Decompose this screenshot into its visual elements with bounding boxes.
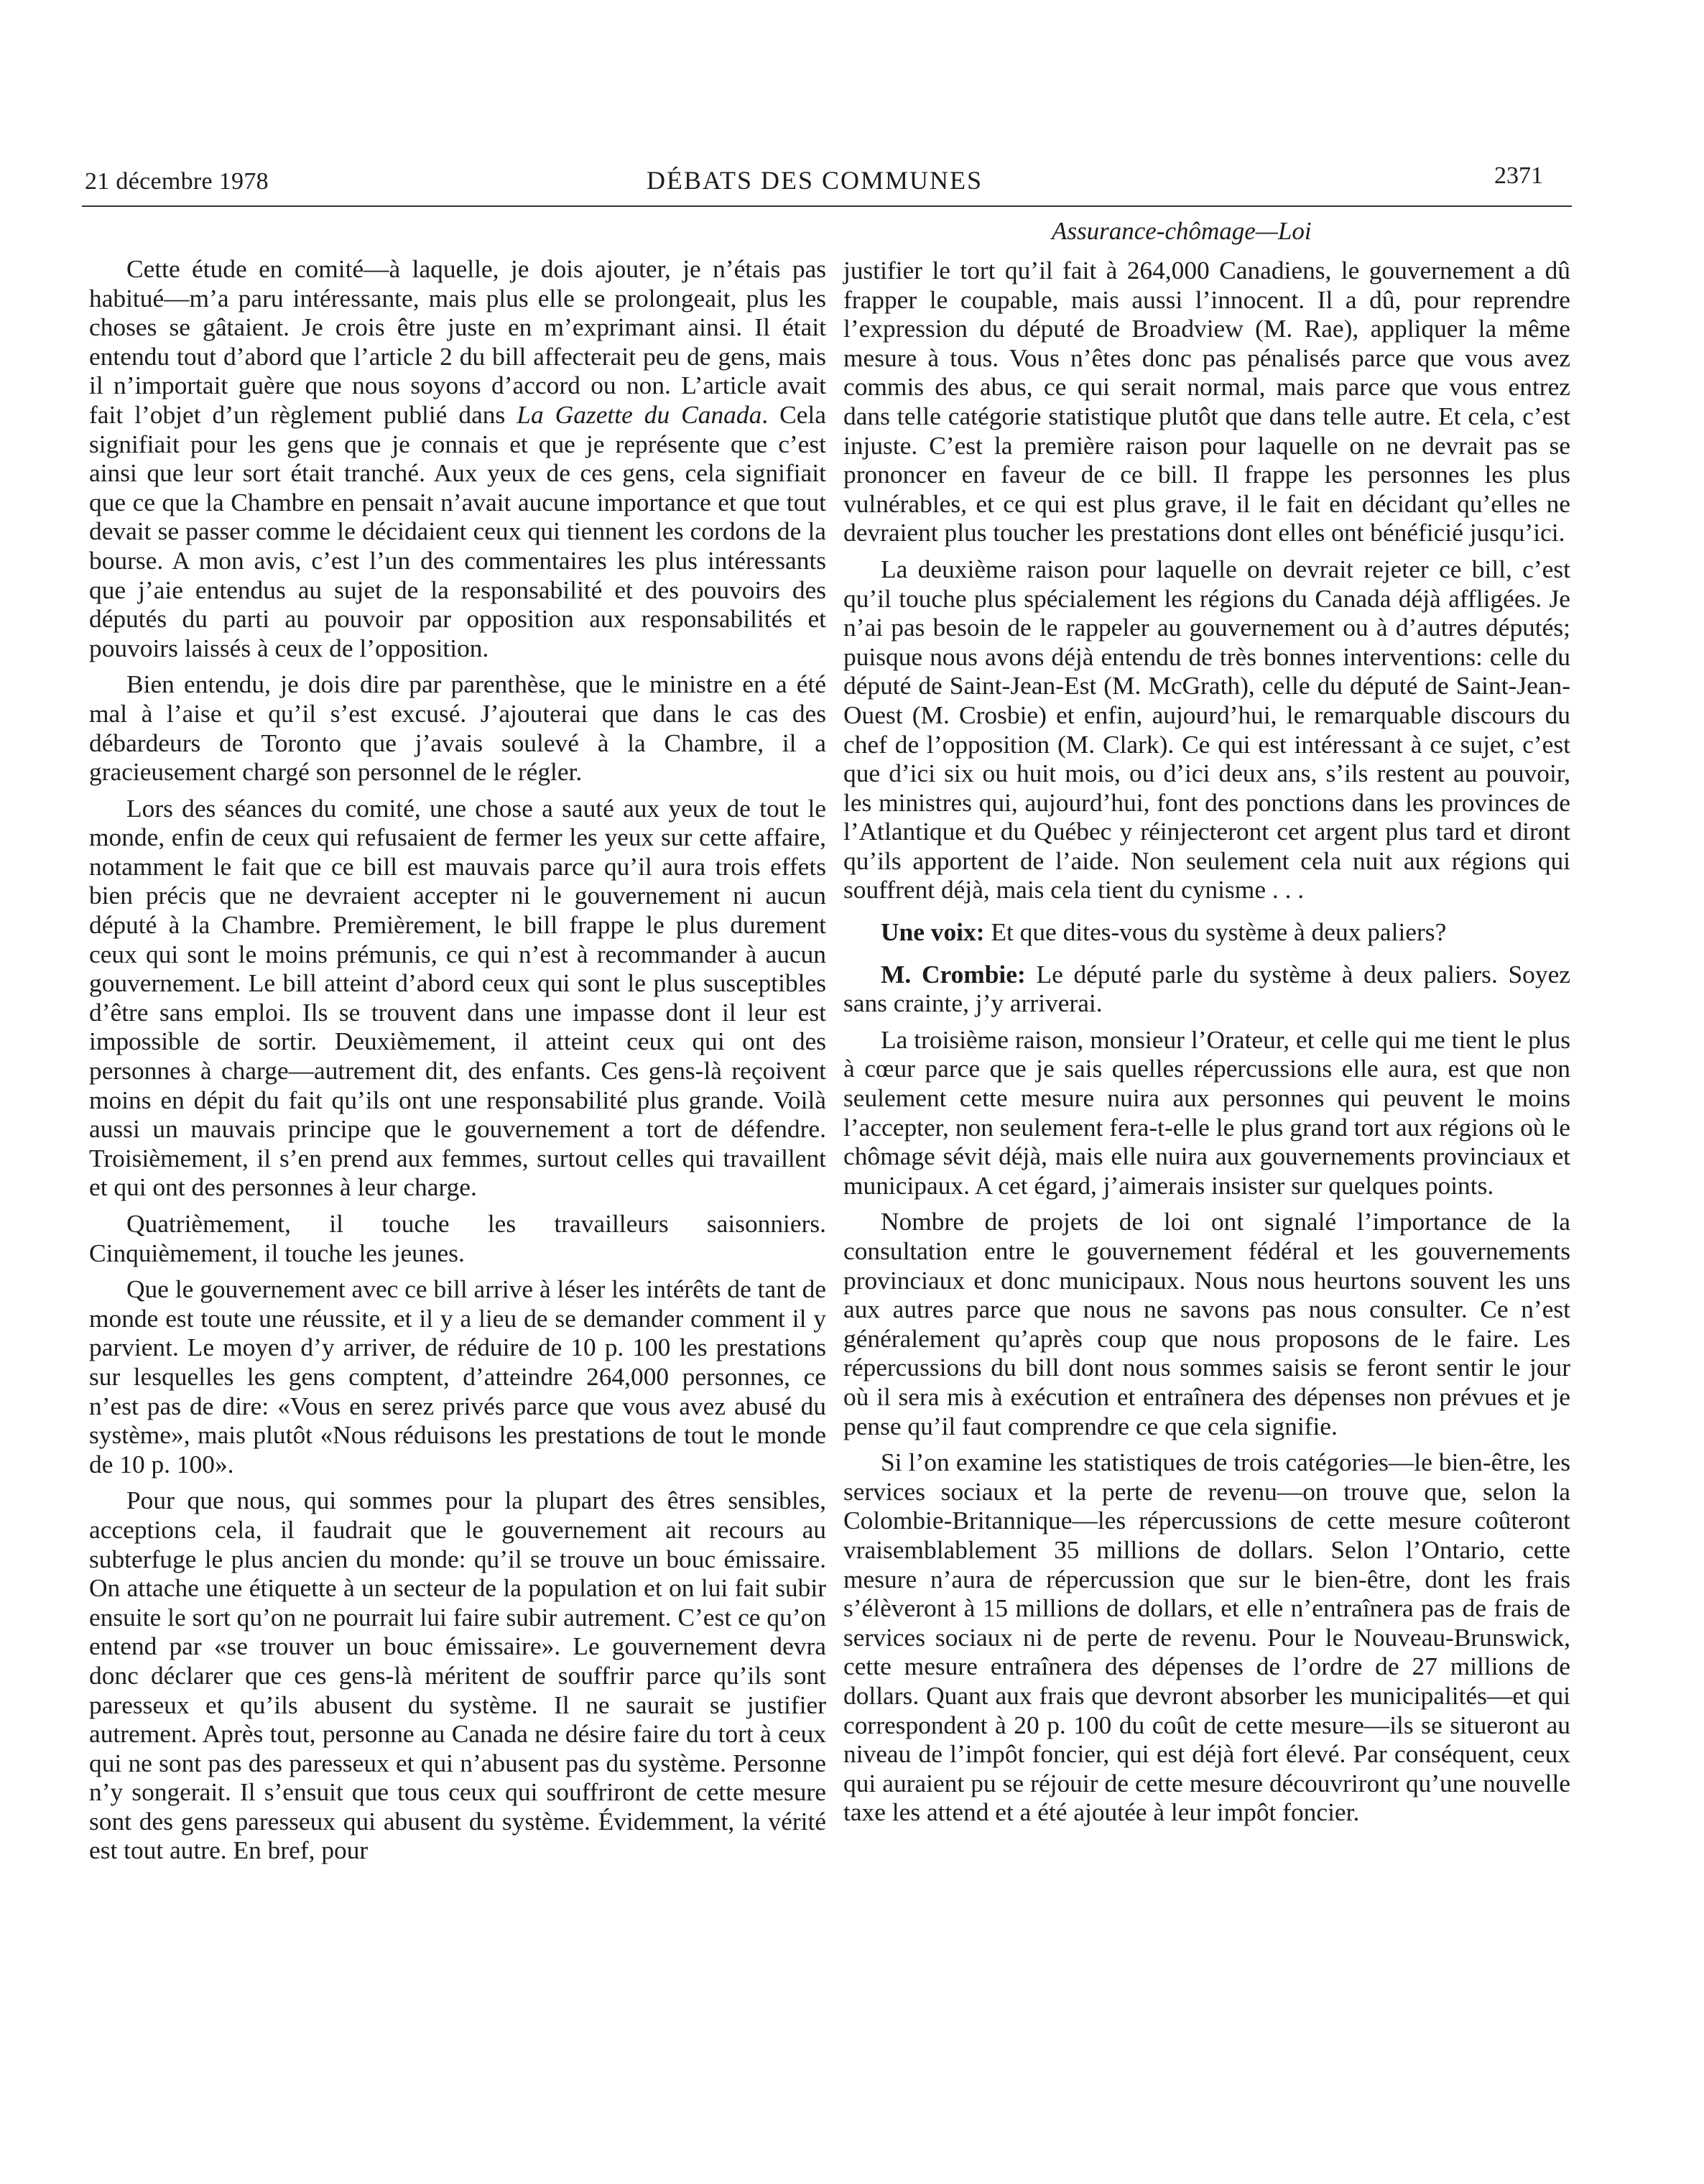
paragraph-text: Le député parle du système à deux paliers. Soyez sans crainte, j’y arriverai. <box>843 959 1570 1018</box>
body-paragraph <box>89 1209 826 1267</box>
body-paragraph <box>843 555 1570 904</box>
body-paragraph <box>89 254 826 662</box>
page-number: 2371 <box>1494 162 1543 189</box>
left-column <box>89 254 826 1865</box>
body-paragraph <box>843 1025 1570 1200</box>
header-date: 21 décembre 1978 <box>85 168 269 195</box>
paragraph-text: Si l’on examine les statistiques de trois catégories—le bien-être, les services sociaux et la perte de revenu—on trouve que, selon la Colombie-Britannique—les répercussions de cette mesure coûteront vraisemblablement 35 millions de dollars. Selon l’Ontario, cette mesure n’aura de répercussion que sur le bien-être, dont les frais s’élèveront à 15 millions de dollars, et elle n’entraînera pas de frais de services sociaux ni de perte de revenu. Pour le Nouveau-Brunswick, cette mesure entraînera des dépenses de l’ordre de 27 millions de dollars. Quant aux frais que devront absorber les municipalités—et qui correspondent à 20 p. 100 du coût de cette mesure—ils se situeront au niveau de l’impôt foncier, qui est déjà fort élevé. Par conséquent, ceux qui auraient pu se réjouir de cette mesure découvriront qu’une nouvelle taxe les attend et a été ajoutée à leur impôt foncier. <box>843 1448 1570 1827</box>
running-subhead: Assurance-chômage—Loi <box>1052 217 1312 245</box>
body-paragraph <box>89 1486 826 1865</box>
speaker-name: M. Crombie: <box>881 959 1026 989</box>
body-paragraph <box>89 670 826 786</box>
paragraph-text: La deuxième raison pour laquelle on devrait rejeter ce bill, c’est qu’il touche plus spécialement les régions du Canada déjà affligées. Je n’ai pas besoin de le rappeler au gouvernement ou à d’autres députés; puisque nous avons déjà entendu de très bonnes interventions: celle du député de Saint-Jean-Est (M. McGrath), celle du député de Saint-Jean-Ouest (M. Crosbie) et enfin, aujourd’hui, le remarquable discours du chef de l’opposition (M. Clark). Ce qui est intéressant à ce sujet, c’est que d’ici six ou huit mois, ou d’ici deux ans, s’ils restent au pouvoir, les ministres qui, aujourd’hui, font des ponctions dans les provinces de l’Atlantique et du Québec y réinjecteront cet argent plus tard et diront qu’ils apportent de l’aide. Non seulement cela nuit aux régions qui souffrent déjà, mais cela tient du cynisme . . . <box>843 554 1570 904</box>
paragraph-text: Nombre de projets de loi ont signalé l’importance de la consultation entre le gouvernement fédéral et les gouvernements provinciaux et donc municipaux. Nous nous heurtons souvent les uns aux autres parce que nous ne savons pas nous consulter. Ce n’est généralement qu’après coup que nous proposons de le faire. Les répercussions du bill dont nous sommes saisis se feront sentir le jour où il sera mis à exécution et entraînera des dépenses non prévues et je pense qu’il faut comprendre ce que cela signifie. <box>843 1207 1570 1440</box>
body-paragraph <box>89 1274 826 1479</box>
italic-title: La Gazette du Canada <box>517 399 762 429</box>
paragraph-text: La troisième raison, monsieur l’Orateur, et celle qui me tient le plus à cœur parce que je sais quelles répercussions elle aura, est que non seulement cette mesure nuira aux personnes qui peuvent le moins l’accepter, non seulement fera-t-elle le plus grand tort aux régions où le chômage sévit déjà, mais elle nuira aux gouvernements provinciaux et municipaux. A cet égard, j’aimerais insister sur quelques points. <box>843 1024 1570 1200</box>
paragraph-text: . Cela signifiait pour les gens que je connais et que je représente que c’est ainsi que leur sort était tranché. Aux yeux de ces gens, cela signifiait que ce que la Chambre en pensait n’avait aucune importance et que tout devait se passer comme le décidaient ceux qui tiennent les cordons de la bourse. A mon avis, c’est l’un des commentaires les plus intéressants que j’aie entendus au sujet de la responsabilité et des pouvoirs des députés du parti au pouvoir par opposition aux responsabilités et pouvoirs laissés à ceux de l’opposition. <box>89 399 826 662</box>
right-column <box>843 256 1570 1827</box>
body-paragraph <box>843 256 1570 547</box>
speech-paragraph <box>843 917 1570 947</box>
header-rule <box>82 205 1572 207</box>
speech-paragraph <box>843 960 1570 1018</box>
body-paragraph <box>843 1448 1570 1827</box>
paragraph-text: Lors des séances du comité, une chose a sauté aux yeux de tout le monde, enfin de ceux qui refusaient de fermer les yeux sur cette affaire, notamment le fait que ce bill est mauvais parce qu’il aura trois effets bien précis que ne devraient accepter ni le gouvernement ni aucun député à la Chambre. Premièrement, le bill frappe le plus durement ceux qui sont le moins prémunis, ce qui n’est à recommander à aucun gouvernement. Le bill atteint d’abord ceux qui sont le plus susceptibles d’être sans emploi. Ils se trouvent dans une impasse dont il leur est impossible de sortir. Deuxièmement, il atteint ceux qui ont des personnes à charge—autrement dit, des enfants. Ces gens-là reçoivent moins en dépit du fait qu’ils ont une responsabilité plus grande. Voilà aussi un mauvais principe que le gouvernement a tort de défendre. Troisièmement, il s’en prend aux femmes, surtout celles qui travaillent et qui ont des personnes à leur charge. <box>89 793 826 1202</box>
paragraph-text: Cette étude en comité—à laquelle, je dois ajouter, je n’étais pas habitué—m’a paru intéressante, mais plus elle se prolongeait, plus les choses se gâtaient. Je crois être juste en m’exprimant ainsi. Il était entendu tout d’abord que l’article 2 du bill affecterait peu de gens, mais il n’importait guère que nous soyons d’accord ou non. L’article avait fait l’objet d’un règlement publié dans <box>89 254 826 429</box>
body-paragraph <box>843 1207 1570 1440</box>
paragraph-text: Quatrièmement, il touche les travailleurs saisonniers. Cinquièmement, il touche les jeunes. <box>89 1209 826 1267</box>
paragraph-text: Pour que nous, qui sommes pour la plupart des êtres sensibles, acceptions cela, il faudrait que le gouvernement ait recours au subterfuge le plus ancien du monde: qu’il se trouve un bouc émissaire. On attache une étiquette à un secteur de la population et on lui fait subir ensuite le sort qu’on ne pourrait lui faire subir autrement. C’est ce qu’on entend par «se trouver un bouc émissaire». Le gouvernement devra donc déclarer que ces gens-là méritent de souffrir parce qu’ils sont paresseux et qu’ils abusent du système. Il ne saurait se justifier autrement. Après tout, personne au Canada ne désire faire du tort à ceux qui ne sont pas des paresseux et qui n’abusent pas du système. Personne n’y songerait. Il s’ensuit que tous ceux qui souffriront de cette mesure sont des gens paresseux qui abusent du système. Évidemment, la vérité est tout autre. En bref, pour <box>89 1486 826 1865</box>
body-paragraph <box>89 794 826 1202</box>
paragraph-text: Bien entendu, je dois dire par parenthèse, que le ministre en a été mal à l’aise et qu’il s’est excusé. J’ajouterai que dans le cas des débardeurs de Toronto que j’avais soulevé à la Chambre, il a gracieusement chargé son personnel de le régler. <box>89 670 826 787</box>
paragraph-text: Que le gouvernement avec ce bill arrive à léser les intérêts de tant de monde est toute une réussite, et il y a lieu de se demander comment il y parvient. Le moyen d’y arriver, de réduire de 10 p. 100 les prestations sur lesquelles les gens comptent, d’atteindre 264,000 personnes, ce n’est pas de dire: «Vous en serez privés parce que vous avez abusé du système», mais plutôt «Nous réduisons les prestations de tout le monde de 10 p. 100». <box>89 1274 826 1479</box>
paragraph-text: justifier le tort qu’il fait à 264,000 Canadiens, le gouvernement a dû frapper le coupable, mais aussi l’innocent. Il a dû, pour reprendre l’expression du député de Broadview (M. Rae), appliquer la même mesure à tous. Vous n’êtes donc pas pénalisés parce que vous avez commis des abus, ce qui serait normal, mais parce que vous entrez dans telle catégorie statistique plutôt que dans telle autre. Et cela, c’est injuste. C’est la première raison pour laquelle on ne devrait pas se prononcer en faveur de ce bill. Il frappe les personnes les plus vulnérables, et ce qui est plus grave, il le fait en décidant qu’elles ne devraient plus toucher les prestations dont elles ont bénéficié jusqu’ici. <box>843 256 1570 547</box>
header-title: DÉBATS DES COMMUNES <box>647 166 983 195</box>
paragraph-text: Et que dites-vous du système à deux paliers? <box>984 917 1447 947</box>
speaker-name: Une voix: <box>881 917 985 947</box>
